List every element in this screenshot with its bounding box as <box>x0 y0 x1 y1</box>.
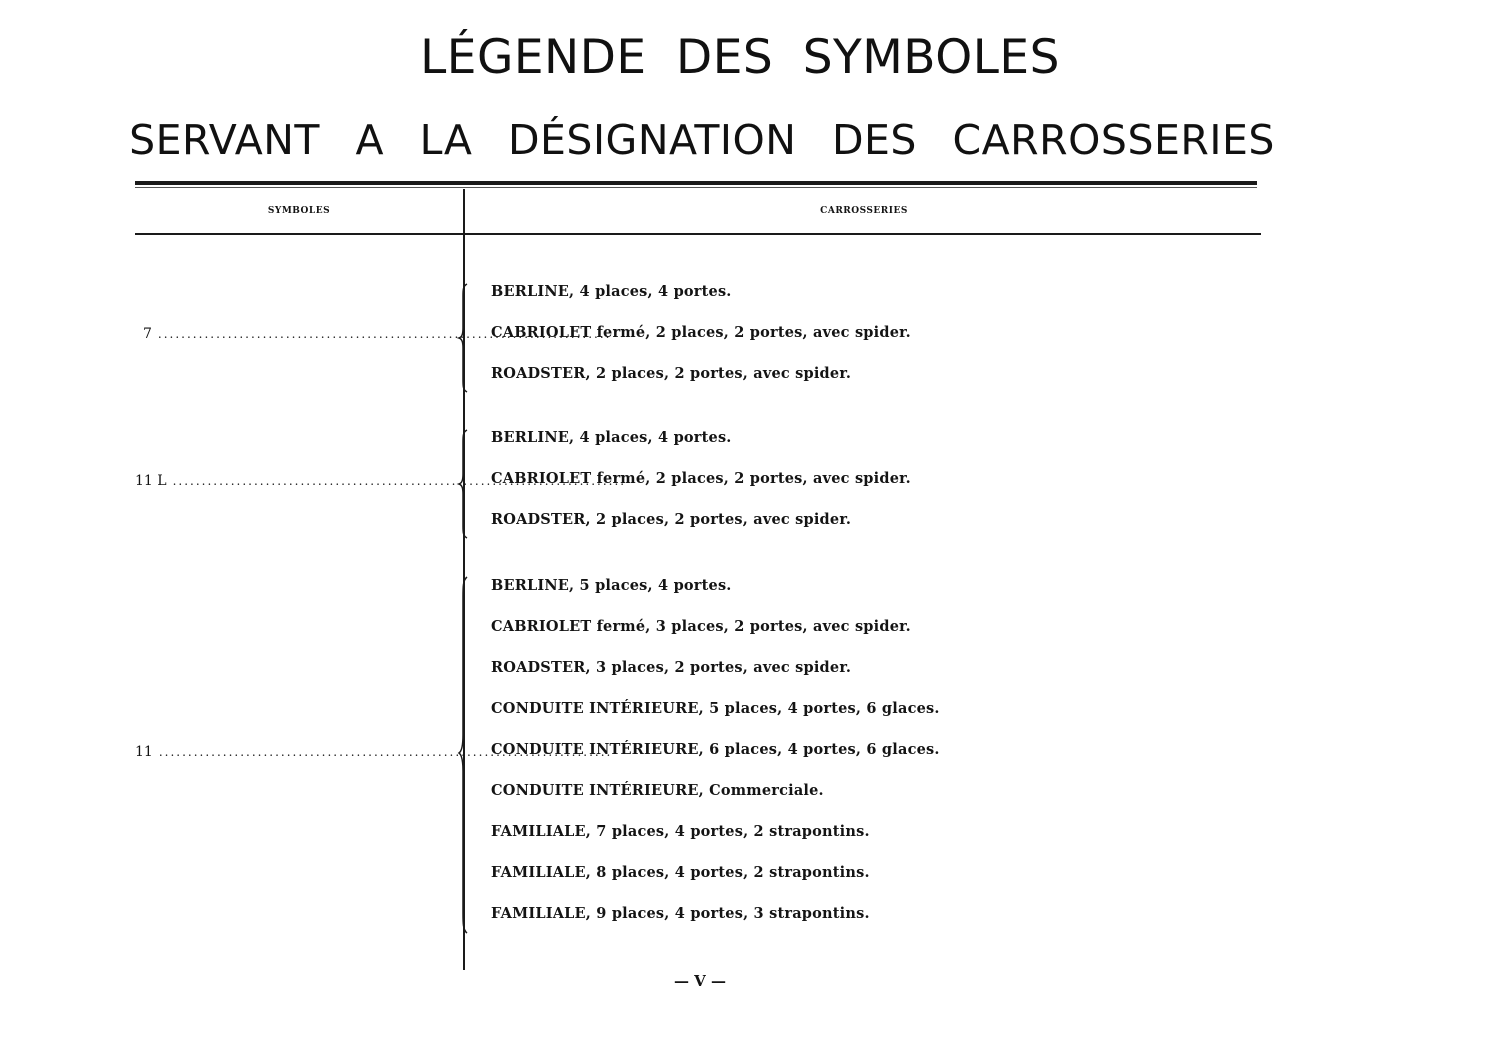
top-thick-rule <box>135 181 1257 185</box>
brace-icon <box>458 575 472 935</box>
list-item: BERLINE, 5 places, 4 portes. <box>491 577 732 594</box>
list-item: FAMILIALE, 7 places, 4 portes, 2 strapontins. <box>491 823 870 840</box>
list-item: ROADSTER, 3 places, 2 portes, avec spider. <box>491 659 852 676</box>
list-item: CONDUITE INTÉRIEURE, 6 places, 4 portes, 6 glaces. <box>491 741 940 758</box>
list-item: CABRIOLET fermé, 3 places, 2 portes, avec spider. <box>491 618 911 635</box>
list-item: CABRIOLET fermé, 2 places, 2 portes, avec spider. <box>491 470 911 487</box>
body-list <box>491 429 911 552</box>
symbol-row <box>135 325 612 343</box>
symbol-code: 11 L <box>135 473 167 489</box>
body-list <box>491 283 911 406</box>
leader-dots: .............................................................................. <box>157 327 612 341</box>
list-item: FAMILIALE, 9 places, 4 portes, 3 strapontins. <box>491 905 870 922</box>
symbol-row <box>135 472 627 490</box>
symbol-code: 7 <box>143 326 152 342</box>
body-list <box>491 577 940 946</box>
list-item: ROADSTER, 2 places, 2 portes, avec spider. <box>491 365 852 382</box>
symbol-row <box>135 743 613 761</box>
page-subtitle: SERVANT A LA DÉSIGNATION DES CARROSSERIES <box>129 116 1275 164</box>
column-header-symbols: SYMBOLES <box>267 206 331 216</box>
list-item: ROADSTER, 2 places, 2 portes, avec spider. <box>491 511 852 528</box>
top-thin-rule <box>135 187 1257 188</box>
symbol-code: 11 <box>135 744 153 760</box>
list-item: CONDUITE INTÉRIEURE, Commerciale. <box>491 782 824 799</box>
page-number: — V — <box>673 972 727 990</box>
list-item: BERLINE, 4 places, 4 portes. <box>491 283 732 300</box>
brace-icon <box>458 282 472 394</box>
list-item: CABRIOLET fermé, 2 places, 2 portes, avec spider. <box>491 324 911 341</box>
column-header-bodies: CARROSSERIES <box>820 206 908 216</box>
leader-dots: .............................................................................. <box>172 474 627 488</box>
brace-icon <box>458 428 472 540</box>
header-bottom-rule <box>135 233 1261 235</box>
list-item: BERLINE, 4 places, 4 portes. <box>491 429 732 446</box>
list-item: FAMILIALE, 8 places, 4 portes, 2 strapontins. <box>491 864 870 881</box>
leader-dots: .............................................................................. <box>158 745 613 759</box>
page-title: LÉGENDE DES SYMBOLES <box>420 30 1060 85</box>
list-item: CONDUITE INTÉRIEURE, 5 places, 4 portes, 6 glaces. <box>491 700 940 717</box>
